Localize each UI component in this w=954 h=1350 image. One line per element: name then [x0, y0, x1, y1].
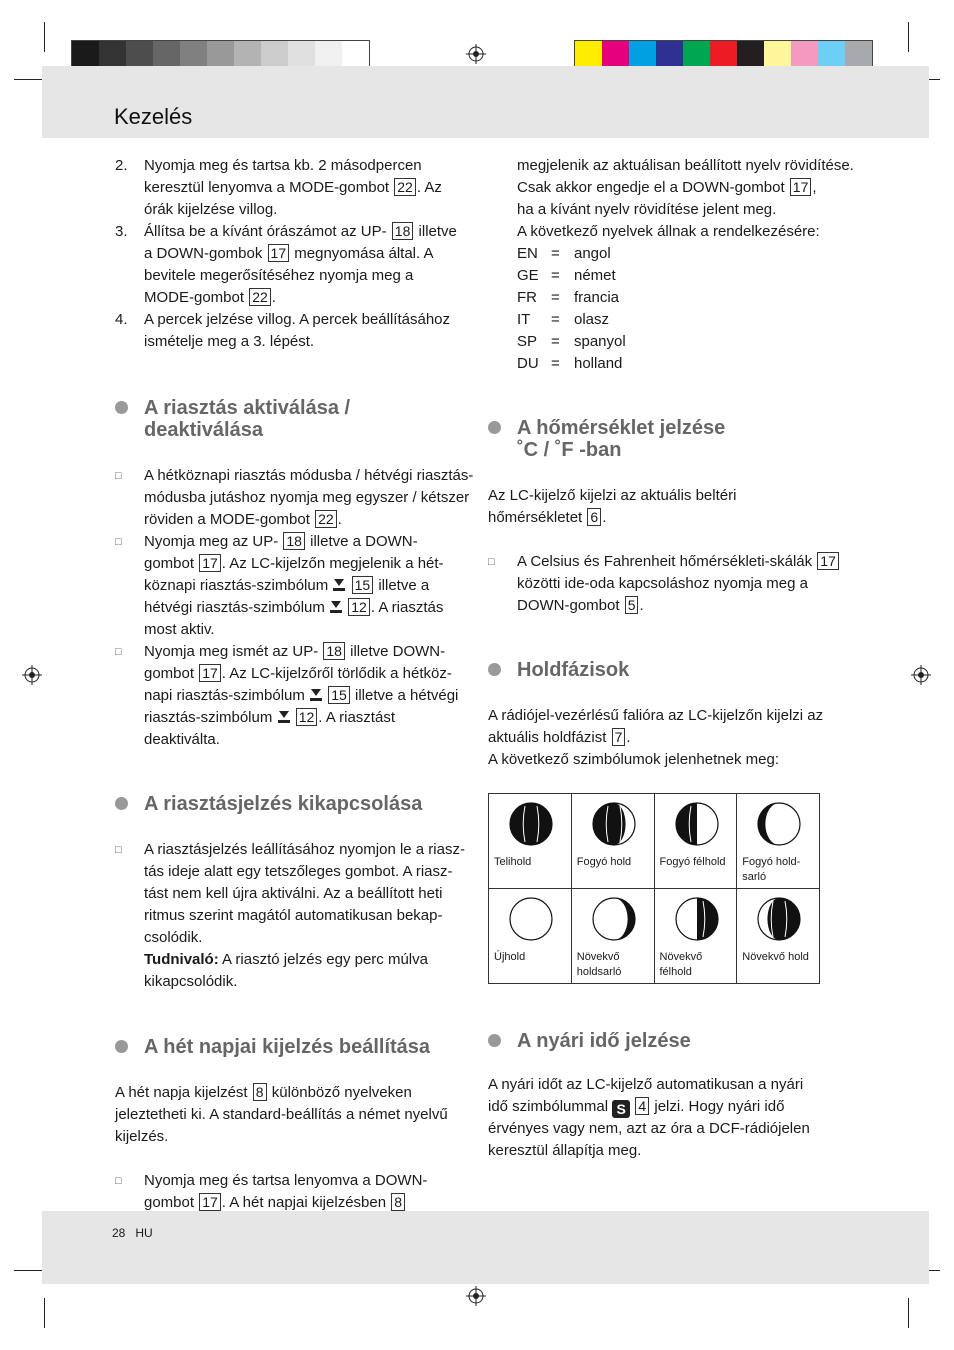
- language-row: GE = német: [517, 267, 616, 284]
- color-swatch: [575, 41, 602, 69]
- moon-phase-cell: [737, 889, 820, 984]
- page-footer: [112, 1226, 153, 1240]
- checkbox-bullet-icon: □: [115, 844, 122, 856]
- ref-number: 8: [253, 1083, 267, 1101]
- color-swatch: [288, 41, 315, 69]
- ref-number: 17: [199, 554, 221, 572]
- registration-mark-icon: [466, 44, 486, 64]
- moon-phase-cell: [654, 889, 737, 984]
- language-row: DU = holland: [517, 355, 623, 372]
- ref-number: 22: [315, 510, 337, 528]
- waxing-crescent-icon: [591, 896, 637, 942]
- language-row: SP = spanyol: [517, 333, 626, 350]
- step-3: 3. Állítsa be a kívánt órászámot az UP- 18 illetve a DOWN-gombok 17 megnyomása által. A bevitele megerősítéséhez nyomja meg a MODE-gombot 22 .: [115, 223, 457, 306]
- language-row: IT = olasz: [517, 311, 610, 328]
- ref-number: 17: [199, 1193, 221, 1211]
- new-moon-icon: [508, 896, 554, 942]
- ref-number: 7: [612, 728, 626, 746]
- list-item: □ A riasztásjelzés leállításához nyomjon le a riasz- tás ideje alatt egy tetszőleges gombot. A riasz- tást nem kell újra aktiválni. Az a beállított heti ritmus szerint magától automatikusan bekap- csolódik. Tudnivaló: A riasztó jelzés egy perc múlva kikapcsolódik.: [115, 839, 475, 993]
- left-column: 2. Nyomja meg és tartsa kb. 2 másodpercen keresztül lenyomva a MODE-gombot 22 . Az órák kijelzése villog. 3. Állítsa be a kívánt órászámot az UP- 18 illetve a DOWN-gombok 17 megnyomása által. A bevitele megerősítéséhez nyomja meg a MODE-gombot 22 . 4. A percek jelzése villog. A percek beállításához ismételje meg a 3. lépést. A riasztás aktiválása / deaktiválása □ A hétköznapi riasztás módusba / hétvégi riasztás- módusba jutáshoz nyomja meg egyszer / kétszer röviden a MODE-gombot 22 . □ Nyomja meg az UP- 18 illetve a DOWN- gombot 17 . Az LC-kijelzőn megjelenik a hét- köznapi riasztás-szimbólum 15 illetve a hétvégi riasztás-szimbólum 12 . A riasztás most aktiv. □ Nyomja meg ismét az UP- 18 illetve DOWN- gombot 17 . Az LC-kijelzőről törlődik a hétköz- napi riasztás-szimbólum 15 illetve a hétvégi riasztás-szimbólum 12 . A riasztást deaktiválta. A riasztásjelzés kikapcsolása □ A riasztásjelzés leállításához nyomjon le a riasz- tás ideje alatt egy tetszőleges gombot. A riasz- tást nem kell újra aktiválni. Az a beállított heti ritmus szerint magától automatikusan bekap- csolódik. Tudnivaló: A riasztó jelzés egy perc múlva kikapcsolódik. A hét napjai kijelzés beállítása A hét napja kijelzést 8 különböző nyelveken jeleztetheti ki. A standard-beállítás a német nyelvű kijelzés. □ Nyomja meg és tartsa lenyomva a DOWN- gombot 17 . A hét napjai kijelzésben 8: [115, 155, 475, 1214]
- ref-number: 18: [392, 222, 414, 240]
- color-swatch: [342, 41, 369, 69]
- checkbox-bullet-icon: □: [115, 536, 122, 548]
- list-item: □ Nyomja meg az UP- 18 illetve a DOWN- gombot 17 . Az LC-kijelzőn megjelenik a hét- köznapi riasztás-szimbólum 15 illetve a hétvégi riasztás-szimbólum 12 . A riasztás most aktiv.: [115, 531, 475, 641]
- ref-number: 18: [283, 532, 305, 550]
- color-swatch: [656, 41, 683, 69]
- list-item: □ Nyomja meg ismét az UP- 18 illetve DOWN- gombot 17 . Az LC-kijelzőről törlődik a hétköz- napi riasztás-szimbólum 15 illetve a hétvégi riasztás-szimbólum 12 . A riasztást deaktiválta.: [115, 641, 475, 751]
- crop-mark: [44, 1298, 45, 1328]
- color-swatch: [818, 41, 845, 69]
- color-swatch: [683, 41, 710, 69]
- heading-alarm-activation: A riasztás aktiválása / deaktiválása: [115, 397, 475, 441]
- moon-phase-label: Növekvő hold: [742, 951, 809, 963]
- registration-mark-icon: [22, 665, 42, 685]
- ref-number: 22: [249, 288, 271, 306]
- language-row: EN = angol: [517, 245, 611, 262]
- waxing-gibbous-icon: [756, 896, 802, 942]
- moon-phase-cell: [571, 794, 654, 889]
- moon-phase-cell: [654, 794, 737, 889]
- color-swatch: [99, 41, 126, 69]
- ref-number: 15: [352, 576, 374, 594]
- weekend-alarm-icon: [329, 600, 343, 614]
- color-swatch: [737, 41, 764, 69]
- moon-phase-label: Fogyó hold-sarló: [742, 856, 801, 883]
- color-swatch: [261, 41, 288, 69]
- moon-phase-label: Telihold: [494, 856, 532, 868]
- bullet-dot-icon: [488, 1034, 501, 1047]
- bullet-dot-icon: [488, 663, 501, 676]
- checkbox-bullet-icon: □: [115, 470, 122, 482]
- bullet-dot-icon: [488, 421, 501, 434]
- ref-number: 12: [348, 598, 370, 616]
- color-swatch: [180, 41, 207, 69]
- registration-mark-icon: [466, 1286, 486, 1306]
- summer-time-icon: S: [612, 1100, 630, 1118]
- list-item: □ Nyomja meg és tartsa lenyomva a DOWN- gombot 17 . A hét napjai kijelzésben 8: [115, 1170, 475, 1214]
- weekend-alarm-icon: [277, 710, 291, 724]
- moon-phase-cell: [489, 889, 572, 984]
- color-swatch: [72, 41, 99, 69]
- heading-summer-time: A nyári idő jelzése: [488, 1030, 858, 1052]
- ref-number: 17: [268, 244, 290, 262]
- heading-weekday-display: A hét napjai kijelzés beállítása: [115, 1036, 475, 1058]
- color-swatch: [602, 41, 629, 69]
- color-swatch: [153, 41, 180, 69]
- moon-phase-label: Fogyó félhold: [659, 856, 726, 868]
- ref-number: 22: [394, 178, 416, 196]
- page-title: Kezelés: [114, 104, 193, 129]
- moon-phase-cell: [737, 794, 820, 889]
- moon-phase-label: Növekvő holdsarló: [576, 951, 622, 978]
- color-swatch: [207, 41, 234, 69]
- ref-number: 6: [587, 508, 601, 526]
- waning-crescent-icon: [756, 801, 802, 847]
- full-moon-icon: [508, 801, 554, 847]
- bullet-dot-icon: [115, 1040, 128, 1053]
- list-item: □ A hétköznapi riasztás módusba / hétvégi riasztás- módusba jutáshoz nyomja meg egyszer / kétszer röviden a MODE-gombot 22 .: [115, 465, 475, 531]
- ref-number: 17: [790, 178, 812, 196]
- color-swatch: [791, 41, 818, 69]
- moon-phase-label: Növekvő félhold: [659, 951, 703, 978]
- crop-mark: [908, 1298, 909, 1328]
- registration-mark-icon: [911, 665, 931, 685]
- color-swatch: [234, 41, 261, 69]
- last-quarter-icon: [674, 801, 720, 847]
- moon-phase-label: Fogyó hold: [576, 856, 632, 868]
- footer-band: [42, 1211, 929, 1284]
- crop-mark: [44, 22, 45, 52]
- note-label: Tudnivaló:: [144, 951, 219, 968]
- moon-phase-cell: [571, 889, 654, 984]
- first-quarter-icon: [674, 896, 720, 942]
- bullet-dot-icon: [115, 797, 128, 810]
- step-4: 4. A percek jelzése villog. A percek beállításához ismételje meg a 3. lépést.: [115, 311, 451, 350]
- color-swatch: [710, 41, 737, 69]
- ref-number: 15: [328, 686, 350, 704]
- language-code: HU: [135, 1226, 153, 1240]
- moon-phase-label: Újhold: [494, 951, 526, 963]
- color-swatch: [315, 41, 342, 69]
- crop-mark: [908, 22, 909, 52]
- language-row: FR = francia: [517, 289, 620, 306]
- heading-alarm-off: A riasztásjelzés kikapcsolása: [115, 793, 475, 815]
- ref-number: 12: [296, 708, 318, 726]
- checkbox-bullet-icon: □: [115, 646, 122, 658]
- ref-number: 17: [817, 552, 839, 570]
- step-2: 2. Nyomja meg és tartsa kb. 2 másodpercen keresztül lenyomva a MODE-gombot 22 . Az órák kijelzése villog.: [115, 157, 442, 218]
- ref-number: 5: [625, 596, 639, 614]
- language-list: [488, 243, 858, 375]
- weekday-alarm-icon: [332, 578, 346, 592]
- ref-number: 18: [323, 642, 345, 660]
- color-swatch: [764, 41, 791, 69]
- ref-number: 17: [199, 664, 221, 682]
- weekday-alarm-icon: [309, 688, 323, 702]
- color-swatch: [126, 41, 153, 69]
- list-item: □ A Celsius és Fahrenheit hőmérsékleti-skálák 17 közötti ide-oda kapcsoláshoz nyomja meg a DOWN-gombot 5 .: [488, 551, 858, 617]
- checkbox-bullet-icon: □: [488, 556, 495, 568]
- ref-number: 8: [391, 1193, 405, 1211]
- color-swatch: [845, 41, 872, 69]
- bullet-dot-icon: [115, 401, 128, 414]
- right-column: megjelenik az aktuálisan beállított nyelv rövidítése. Csak akkor engedje el a DOWN-gombot 17 , ha a kívánt nyelv rövidítése jelent meg. A következő nyelvek állnak a rendelkezésére: EN = angol GE = német FR = francia IT = olasz SP = spanyol DU = holland A hőmérséklet jelzése ˚C / ˚F -ban Az LC-kijelző kijelzi az aktuális beltéri hőmérsékletet 6 . □ A Celsius és Fahrenheit hőmérsékleti-skálák 17 közötti ide-oda kapcsoláshoz nyomja meg a DOWN-gombot 5 . Holdfázisok A rádiójel-vezérlésű falióra az LC-kijelzőn kijelzi az aktuális holdfázist 7 . A következő szimbólumok jelenhetnek meg:: [488, 155, 858, 771]
- page-number: 28: [112, 1226, 126, 1240]
- summer-time-section: A nyári idő jelzése A nyári időt az LC-kijelző automatikusan a nyári idő szimbólummal S 4 jelzi. Hogy nyári idő érvényes vagy nem, azt az óra a DCF-rádiójelen keresztül állapítja meg.: [488, 1030, 858, 1162]
- moon-phase-table: [488, 793, 820, 984]
- moon-phase-cell: [489, 794, 572, 889]
- heading-temperature: A hőmérséklet jelzése ˚C / ˚F -ban: [488, 417, 858, 461]
- waning-gibbous-icon: [591, 801, 637, 847]
- ref-number: 4: [635, 1097, 649, 1115]
- heading-moon-phases: Holdfázisok: [488, 659, 858, 681]
- color-swatch: [629, 41, 656, 69]
- checkbox-bullet-icon: □: [115, 1175, 122, 1187]
